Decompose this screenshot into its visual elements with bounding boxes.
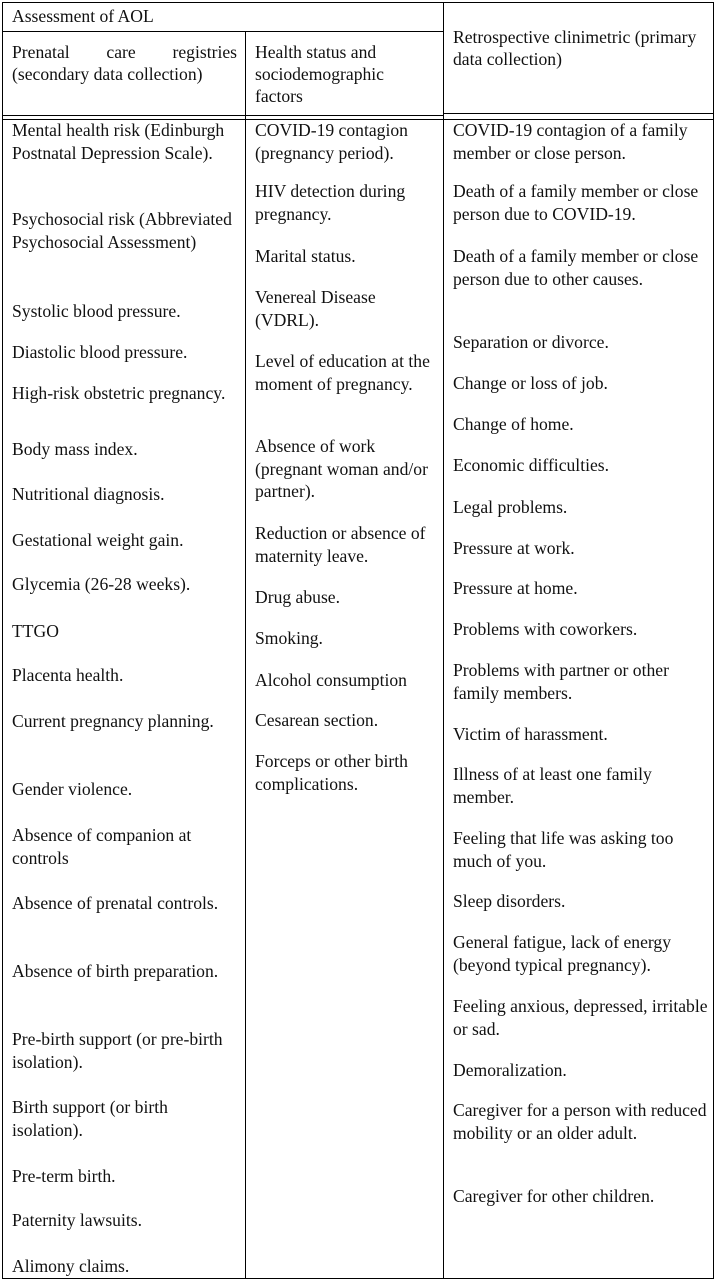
prenatal-item: Placenta health.	[12, 665, 124, 685]
retrospective-item: Legal problems.	[453, 497, 568, 517]
health-item: Alcohol consumption	[255, 670, 407, 690]
retrospective-item: Pressure at work.	[453, 538, 575, 558]
prenatal-item: Body mass index.	[12, 439, 138, 459]
retrospective-item: Separation or divorce.	[453, 332, 609, 352]
prenatal-item: Pre-term birth.	[12, 1166, 116, 1186]
prenatal-item: Paternity lawsuits.	[12, 1210, 142, 1230]
assessment-title: Assessment of AOL	[12, 6, 154, 26]
retrospective-item: Victim of harassment.	[453, 724, 608, 744]
prenatal-item: Gender violence.	[12, 779, 133, 799]
prenatal-item: Mental health risk (Edinburgh Postnatal Depression Scale).	[12, 120, 225, 163]
retrospective-item: Change or loss of job.	[453, 373, 608, 393]
health-item: Level of education at the moment of pregnancy.	[255, 351, 430, 394]
health-item: Drug abuse.	[255, 587, 341, 607]
prenatal-item: TTGO	[12, 621, 59, 641]
health-item: Cesarean section.	[255, 710, 379, 730]
health-item: Venereal Disease (VDRL).	[255, 287, 376, 330]
prenatal-item: Absence of birth preparation.	[12, 961, 219, 981]
prenatal-item: High-risk obstetric pregnancy.	[12, 383, 226, 403]
prenatal-item: Systolic blood pressure.	[12, 301, 181, 321]
prenatal-column-header: Prenatal care registries (secondary data collection)	[12, 42, 237, 84]
prenatal-item: Diastolic blood pressure.	[12, 342, 188, 362]
prenatal-item: Alimony claims.	[12, 1256, 130, 1276]
prenatal-item: Gestational weight gain.	[12, 530, 184, 550]
retrospective-item: Death of a family member or close person due to other causes.	[453, 246, 699, 289]
prenatal-item: Psychosocial risk (Abbreviated Psychosocial Assessment)	[12, 209, 232, 252]
prenatal-item: Current pregnancy planning.	[12, 711, 214, 731]
health-item: HIV detection during pregnancy.	[255, 181, 406, 224]
prenatal-item: Nutritional diagnosis.	[12, 484, 165, 504]
retrospective-item: Economic difficulties.	[453, 455, 610, 475]
retrospective-item: Feeling that life was asking too much of you.	[453, 828, 674, 871]
retrospective-item: General fatigue, lack of energy (beyond typical pregnancy).	[453, 932, 672, 975]
health-item: Marital status.	[255, 246, 356, 266]
retrospective-item: Feeling anxious, depressed, irritable or sad.	[453, 996, 708, 1039]
retrospective-item: Death of a family member or close person due to COVID-19.	[453, 181, 699, 224]
health-item: Forceps or other birth complications.	[255, 751, 408, 794]
retrospective-item: Problems with partner or other family members.	[453, 660, 669, 703]
retrospective-item: Demoralization.	[453, 1060, 567, 1080]
header-rule-top	[2, 31, 443, 32]
retrospective-item: Pressure at home.	[453, 578, 578, 598]
prenatal-item: Birth support (or birth isolation).	[12, 1097, 168, 1140]
health-item: Absence of work (pregnant woman and/or partner).	[255, 436, 428, 501]
retrospective-column-header: Retrospective clinimetric (primary data collection)	[453, 27, 697, 69]
col-divider-left	[245, 31, 246, 1279]
prenatal-item: Glycemia (26-28 weeks).	[12, 574, 191, 594]
retrospective-item: Caregiver for other children.	[453, 1186, 655, 1206]
prenatal-item: Pre-birth support (or pre-birth isolation).	[12, 1029, 223, 1072]
retrospective-item: COVID-19 contagion of a family member or close person.	[453, 120, 688, 163]
header-rule-bottom	[2, 115, 443, 116]
header-rule-right	[443, 113, 714, 114]
retrospective-item: Illness of at least one family member.	[453, 764, 652, 807]
retrospective-item: Sleep disorders.	[453, 891, 566, 911]
retrospective-item: Change of home.	[453, 414, 574, 434]
health-item: Reduction or absence of maternity leave.	[255, 523, 426, 566]
col-divider-right	[443, 2, 444, 1279]
health-item: Smoking.	[255, 628, 323, 648]
health-item: COVID-19 contagion (pregnancy period).	[255, 120, 408, 163]
retrospective-item: Caregiver for a person with reduced mobility or an older adult.	[453, 1100, 707, 1143]
prenatal-item: Absence of companion at controls	[12, 825, 192, 868]
health-column-header: Health status and sociodemographic factors	[255, 42, 384, 106]
retrospective-item: Problems with coworkers.	[453, 619, 638, 639]
prenatal-item: Absence of prenatal controls.	[12, 893, 219, 913]
